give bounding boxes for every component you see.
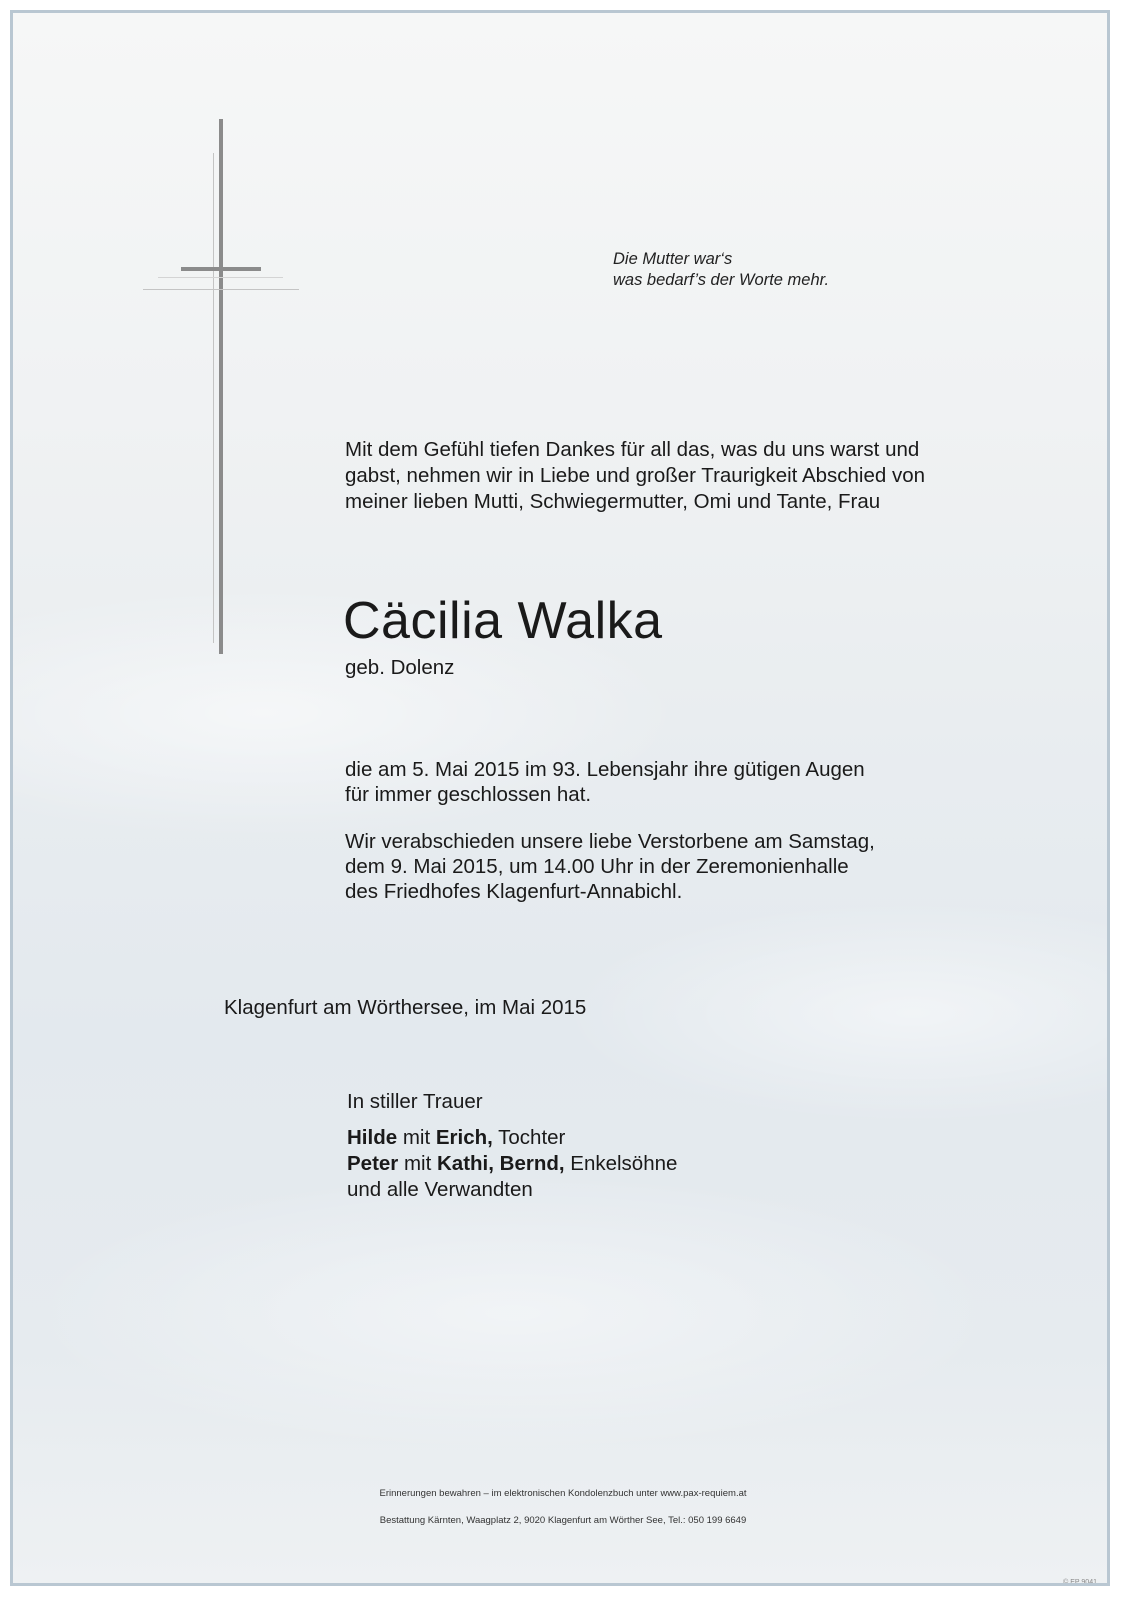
motto-quote xyxy=(613,249,829,291)
death-line-2: für immer geschlossen hat. xyxy=(345,783,592,806)
funeral-line-3: des Friedhofes Klagenfurt-Annabichl. xyxy=(345,880,683,903)
print-code: © EP 9041 xyxy=(1063,1579,1097,1586)
cross-icon-vertical xyxy=(219,119,223,654)
place-date: Klagenfurt am Wörthersee, im Mai 2015 xyxy=(224,996,587,1019)
mourner-connector: mit xyxy=(398,1152,437,1175)
death-line-1: die am 5. Mai 2015 im 93. Lebensjahr ihre gütigen Augen xyxy=(345,758,865,781)
intro-line-3: meiner lieben Mutti, Schwiegermutter, Omi und Tante, Frau xyxy=(345,490,881,513)
funeral-line-1: Wir verabschieden unsere liebe Verstorbene am Samstag, xyxy=(345,830,875,853)
mourner-row-3: und alle Verwandten xyxy=(347,1178,533,1201)
cross-icon-thin-horizontal xyxy=(143,289,299,290)
funeral-notice xyxy=(345,829,875,904)
footer-condolence-link: Erinnerungen bewahren – im elektronischen Kondolenzbuch unter www.pax-requiem.at xyxy=(379,1488,747,1499)
mourner-name: Peter xyxy=(347,1152,399,1175)
cross-icon-thin-vertical xyxy=(213,153,214,643)
mourner-relation: Tochter xyxy=(492,1126,566,1149)
death-notice xyxy=(345,757,865,807)
mourner-name: Kathi, Bernd, xyxy=(437,1152,565,1175)
motto-line-1: Die Mutter war‘s xyxy=(613,250,733,268)
intro-line-1: Mit dem Gefühl tiefen Dankes für all das, was du uns warst und xyxy=(345,438,920,461)
cross-icon-horizontal xyxy=(181,267,261,271)
maiden-name: geb. Dolenz xyxy=(345,656,455,679)
mourner-name: Erich, xyxy=(435,1126,493,1149)
intro-paragraph xyxy=(345,437,925,515)
mourner-relation: Enkelsöhne xyxy=(564,1152,678,1175)
deceased-name: Cäcilia Walka xyxy=(343,592,663,650)
mourners-block xyxy=(347,1089,677,1203)
funeral-line-2: dem 9. Mai 2015, um 14.00 Uhr in der Zeremonienhalle xyxy=(345,855,849,878)
footer-funeral-home: Bestattung Kärnten, Waagplatz 2, 9020 Klagenfurt am Wörther See, Tel.: 050 199 6649 xyxy=(379,1515,747,1526)
mourner-row-2 xyxy=(347,1151,677,1177)
cross-icon-thin-horizontal-upper xyxy=(158,277,283,278)
mourners-heading: In stiller Trauer xyxy=(347,1090,483,1113)
intro-line-2: gabst, nehmen wir in Liebe und großer Traurigkeit Abschied von xyxy=(345,464,926,487)
mourner-name: Hilde xyxy=(347,1126,398,1149)
motto-line-2: was bedarf’s der Worte mehr. xyxy=(613,271,830,289)
mourner-row-1 xyxy=(347,1125,677,1151)
obituary-card xyxy=(10,10,1110,1586)
mourner-connector: mit xyxy=(397,1126,436,1149)
